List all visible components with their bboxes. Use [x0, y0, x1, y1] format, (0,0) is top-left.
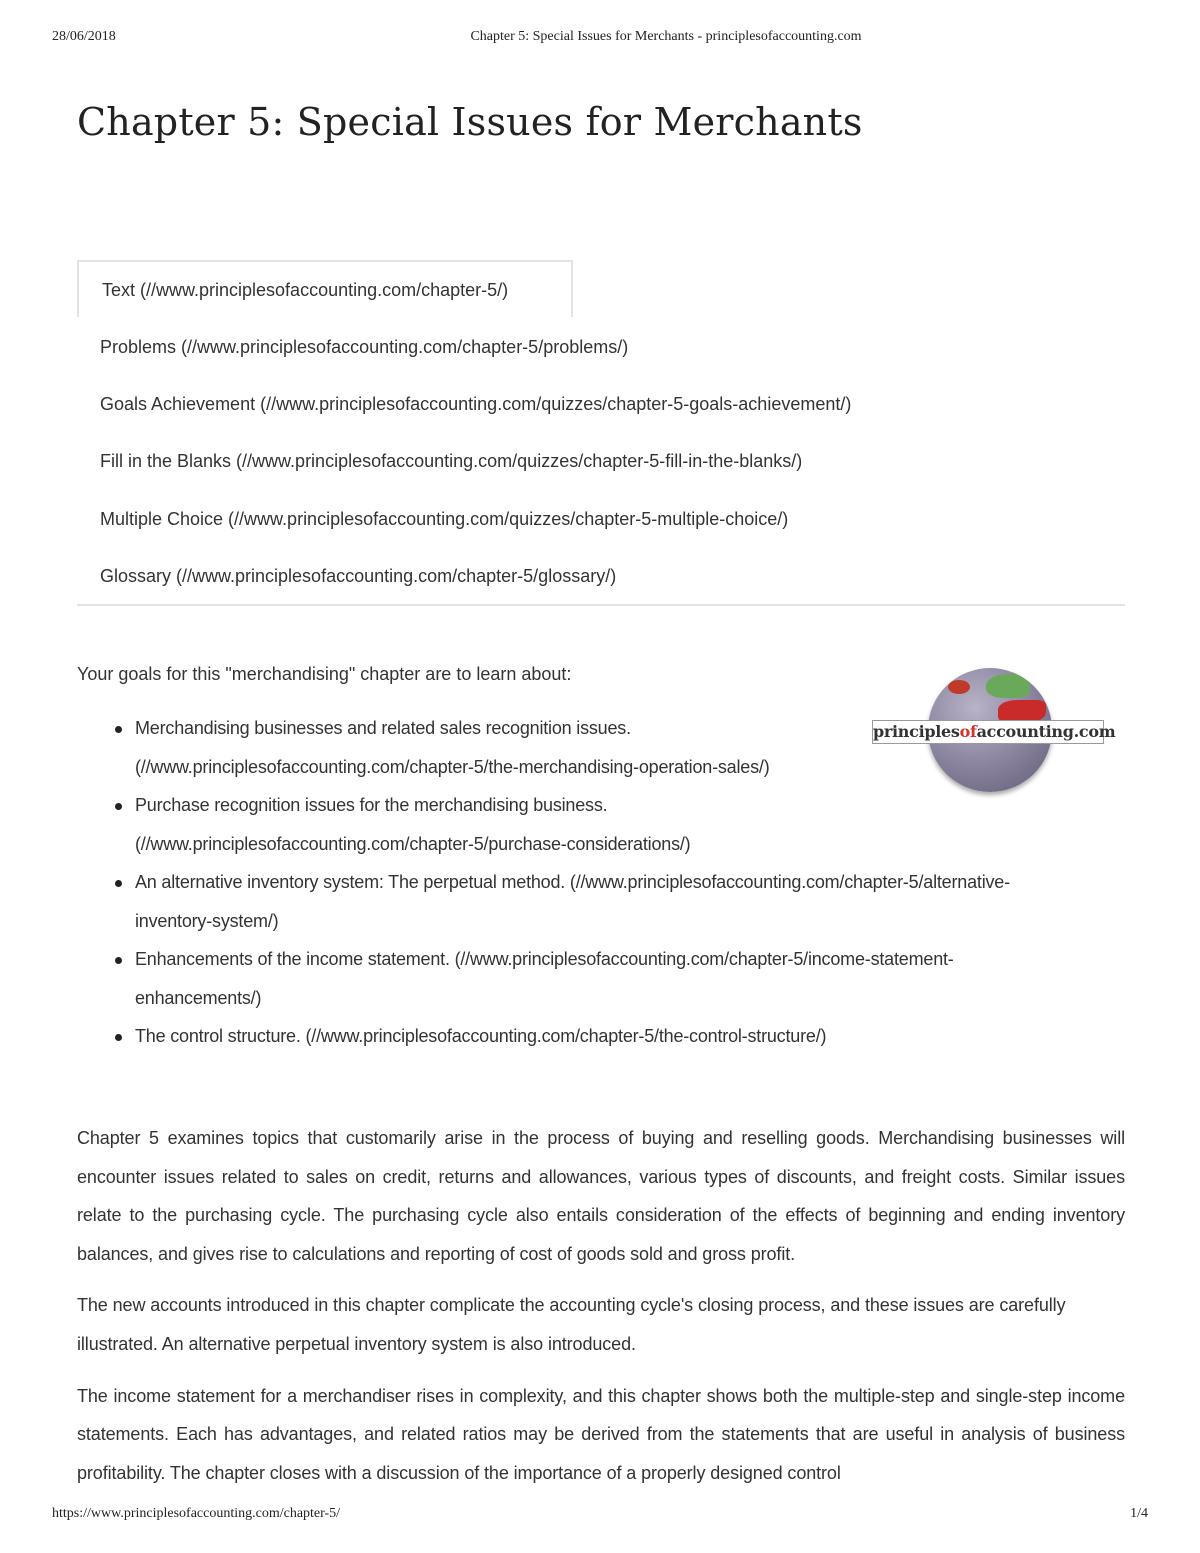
goals-list [77, 709, 1175, 1056]
goal-text[interactable]: Enhancements of the income statement. (//www.principlesofaccounting.com/chapter-5/income-statement- [135, 949, 954, 969]
goal-text[interactable]: The control structure. (//www.principlesofaccounting.com/chapter-5/the-control-structure/) [135, 1026, 827, 1046]
tab-problems[interactable]: Problems (//www.principlesofaccounting.com/chapter-5/problems/) [100, 337, 629, 357]
overview-paragraph: The income statement for a merchandiser rises in complexity, and this chapter shows both the multiple-step and single-step income statements. Each has advantages, and related ratios may be derived from the statements that are useful in analysis of business profitability. The chapter closes with a discussion of the importance of a properly designed control [77, 1385, 1125, 1483]
goal-text[interactable]: Purchase recognition issues for the merchandising business. [135, 795, 608, 815]
print-document-title: Chapter 5: Special Issues for Merchants - principlesofaccounting.com [470, 29, 862, 44]
list-item[interactable] [135, 940, 1175, 1017]
goal-text[interactable]: An alternative inventory system: The perpetual method. (//www.principlesofaccounting.com/chapter-5/alternative- [135, 872, 1010, 892]
goal-link[interactable]: (//www.principlesofaccounting.com/chapter-5/purchase-considerations/) [135, 833, 691, 854]
list-item[interactable] [135, 709, 1175, 786]
overview-paragraph: The new accounts introduced in this chapter complicate the accounting cycle's closing process, and these issues are carefully illustrated. An alternative perpetual inventory system is also introduced. [77, 1295, 1066, 1354]
goal-link[interactable]: enhancements/) [135, 987, 262, 1008]
tab-fill-in-the-blanks[interactable]: Fill in the Blanks (//www.principlesofaccounting.com/quizzes/chapter-5-fill-in-the-blanks/) [100, 451, 803, 471]
tab-goals-achievement[interactable]: Goals Achievement (//www.principlesofaccounting.com/quizzes/chapter-5-goals-achievement/) [100, 394, 852, 414]
page-title: Chapter 5: Special Issues for Merchants [77, 100, 863, 144]
chapter-tabs [77, 260, 1125, 606]
tab-multiple-choice[interactable]: Multiple Choice (//www.principlesofaccounting.com/quizzes/chapter-5-multiple-choice/) [100, 509, 789, 529]
list-item[interactable] [135, 1017, 1175, 1056]
print-header [0, 29, 1200, 49]
goal-text[interactable]: Merchandising businesses and related sales recognition issues. [135, 718, 631, 738]
goals-intro: Your goals for this "merchandising" chapter are to learn about: [77, 664, 572, 684]
print-date: 28/06/2018 [52, 29, 116, 44]
goal-link[interactable]: (//www.principlesofaccounting.com/chapter-5/the-merchandising-operation-sales/) [135, 756, 770, 777]
overview-paragraph: Chapter 5 examines topics that customarily arise in the process of buying and reselling goods. Merchandising businesses will encounter issues related to sales on credit, returns and allowances, various types of discounts, and freight costs. Similar issues relate to the purchasing cycle. The purchasing cycle also entails consideration of the effects of beginning and ending inventory balances, and gives rise to calculations and reporting of cost of goods sold and gross profit. [77, 1128, 1125, 1264]
goal-link[interactable]: inventory-system/) [135, 910, 279, 931]
page-number: 1/4 [1130, 1506, 1148, 1521]
tab-glossary[interactable]: Glossary (//www.principlesofaccounting.com/chapter-5/glossary/) [100, 566, 617, 586]
tab-text[interactable]: Text (//www.principlesofaccounting.com/chapter-5/) [77, 260, 573, 317]
list-item[interactable] [135, 786, 1175, 863]
print-url: https://www.principlesofaccounting.com/chapter-5/ [52, 1506, 341, 1521]
list-item[interactable] [135, 863, 1175, 940]
site-logo-wordmark: principlesofaccounting.com [872, 720, 1104, 744]
print-footer [0, 1506, 1200, 1526]
chapter-overview [77, 1119, 1125, 1505]
